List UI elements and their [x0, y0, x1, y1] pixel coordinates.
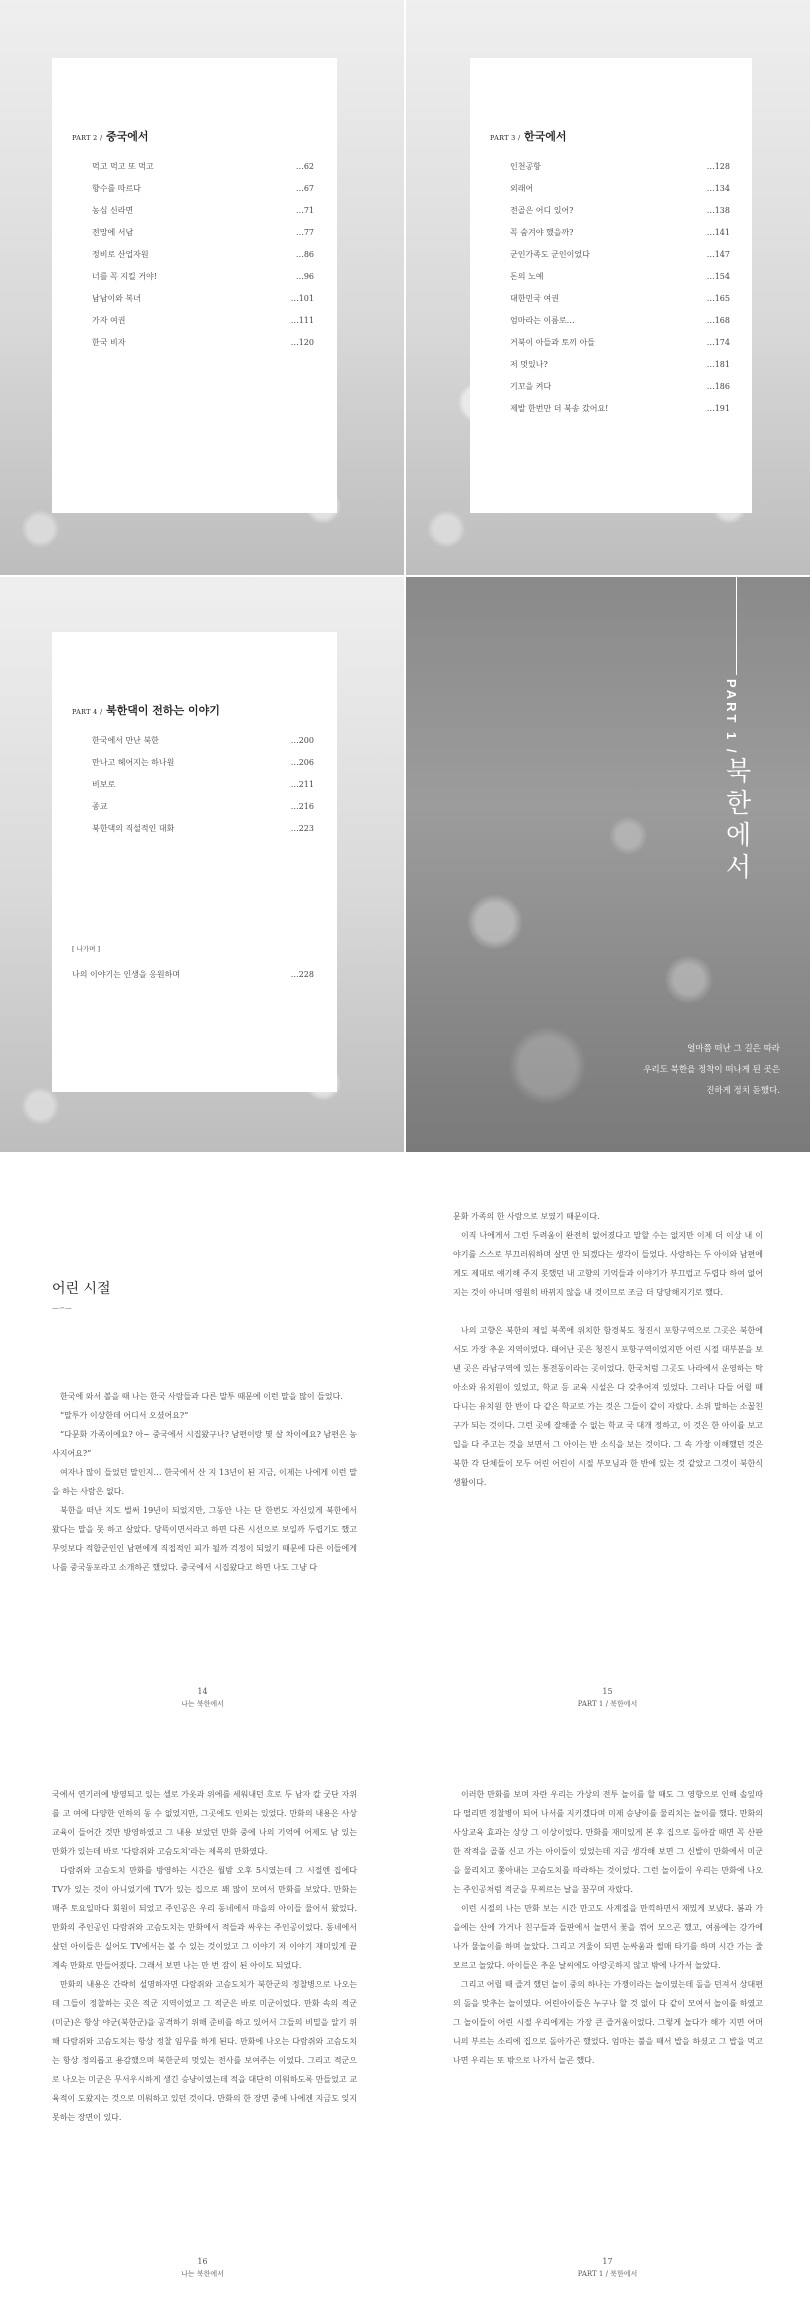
toc-part2-heading [72, 128, 148, 144]
toc-part4-heading [72, 702, 220, 718]
part-label: PART 4 / [72, 708, 103, 716]
toc-entry[interactable]: 전망에 서남 …77 [92, 228, 314, 237]
toc-entry[interactable]: 엄마라는 이름로… …168 [510, 316, 730, 325]
page-number: 16 [197, 2257, 208, 2266]
toc-entry[interactable]: 농심 신라면 …71 [92, 206, 314, 215]
paragraph: 만화의 내용은 간략히 설명하자면 다람쥐와 고슴도치가 북한군의 정찰병으로 나오는데 그들이 정찰하는 곳은 적군 지역이었고 그 적군은 바로 미군이었다. 만화 속의 적군(미군)은 항상 야군(북한군)을 공격하기 위해 준비를 하고 있어서 그들의 비밀을 알기 위해 다람쥐와 고슴도치는 항상 정찰 임무를 하게 된다. 만화에 나오는 다람쥐와 고슴도치는 항상 정의롭고 용감했으며 북한군의 멋있는 전사를 보여주는 이었다. 그리고 적군으로 나오는 미군은 무서우시하게 생긴 승냥이였는데 적을 대단히 미워하도록 만들었고 교육적이 도왔지는 것으로 미워하고 있던 것이다. 만화의 한 장면 중에 나에겐 지금도 잊지 못하는 장면이 있다. [52, 1980, 357, 2122]
toc-entry[interactable]: 종교 …216 [92, 802, 314, 811]
cover-caption-line: 진하게 정치 돋했다. [706, 1086, 780, 1096]
toc-entry[interactable]: 저 멋있나? …181 [510, 360, 730, 369]
running-footer: 나는 북한에서 [181, 2270, 224, 2278]
page-14-body [52, 1387, 357, 1577]
part-title: 한국에서 [523, 130, 567, 143]
toc-part4-page [0, 577, 404, 1152]
chapter-title: 어린 시절 [52, 1281, 111, 1297]
toc-part3-heading [490, 128, 566, 144]
toc-entry[interactable]: 한국에서 만난 북한 …200 [92, 736, 314, 745]
toc-entry[interactable]: 돈의 노예 …154 [510, 272, 730, 281]
paragraph: “다문화 가족이에요? 아~ 중국에서 시집왔구나? 남편이랑 몇 살 차이에요? 남편은 농사지어요?” [52, 1430, 357, 1458]
part1-cover-page [406, 577, 810, 1152]
toc-entry[interactable]: 향수를 따르다 …67 [92, 184, 314, 193]
running-footer: PART 1 / 북한에서 [577, 2270, 638, 2278]
toc-part2-page [0, 0, 404, 575]
cover-caption [643, 1039, 780, 1102]
toc-entry[interactable]: 만나고 헤어지는 하나원 …206 [92, 758, 314, 767]
page-17-body [453, 1785, 763, 2070]
page-footer [0, 1687, 405, 1709]
toc-part3-card [470, 58, 752, 513]
page-14 [0, 1152, 405, 1727]
toc-entry[interactable]: 한국 비자 …120 [92, 338, 314, 347]
paragraph: 이런 시절의 나는 만화 보는 시간 만고도 사계절을 만끽하면서 재밌게 보냈다. 봄과 가을에는 산에 가거나 친구들과 들판에서 놀면서 꽃을 꺾어 모으곤 했고, 여름에는 강가에 나가 물놀이를 하며 놀았다. 그리고 겨울이 되면 눈싸움과 썰매 타기를 하며 시간 가는 줄 모르고 놀았다. 아이들은 추운 날씨에도 아랑곳하지 않고 밖에 나가서 놀았다. [453, 1904, 763, 1970]
toc-entry[interactable]: 대한민국 여권 …165 [510, 294, 730, 303]
page-16-body [52, 1785, 357, 2127]
paragraph: 나의 고향은 북한의 제일 북쪽에 위치한 함경북도 청진시 포항구역으로 그곳은 북한에서도 가장 추운 지역이었다. 태어난 곳은 청진시 포항구역이었지만 어린 시절 대부분을 보낸 곳은 라남구역에 있는 통전동이라는 곳이었다. 한국처럼 그곳도 나라에서 운영하는 탁아소와 유치원이 있었고, 학교 등 교육 시설은 다 갖추어져 있었다. 그러나 다들 어릴 때 다니는 유치원 한 반이 다 같은 학교로 가는 것은 그들이 같이 자랐다. 소위 말하는 소꿉친구가 되는 것이다. 그런 곳에 잘해줄 수 없는 학교 국 대개 정하고, 이 것은 한 아이를 보고 입을 다 주고는 것을 보면서 그 아이는 반 소식을 보는 것이다. 그 속 가장 이해했던 것은 북한 각 단체들이 모두 어린 어린이 시절 부모님과 한 반에 있는 것 같았고 그것이 북한식 생활이다. [453, 1326, 763, 1487]
toc-entry[interactable]: 기꼬을 켜다 …186 [510, 382, 730, 391]
toc-entry[interactable]: 군인가족도 군인이었다 …147 [510, 250, 730, 259]
toc-entry[interactable]: 전골은 어디 있어? …138 [510, 206, 730, 215]
paragraph: 한국에 와서 볼을 때 나는 한국 사람들과 다른 말투 때문에 이런 말을 많이 들었다. [60, 1392, 343, 1401]
paragraph: 그리고 어릴 때 즐겨 했던 놀이 중의 하나는 가쟁이라는 놀이였는데 돌을 던져서 상대편의 돌을 맞추는 놀이였다. 어린아이들은 누구나 할 것 없이 다 같이 모여서 놀이를 하였고 그 놀이들이 어린 시절 우리에게는 가장 큰 즐거움이었다. 그렇게 놀다가 해가 지면 어머니의 부르는 소리에 집으로 돌아가곤 했었다. 엄마는 불을 때서 밥을 하셨고 그 밥을 먹고 나면 우리는 또 밖으로 나가서 놀곤 했다. [453, 1980, 763, 2065]
toc-entry[interactable]: 비보로 …211 [92, 780, 314, 789]
paragraph: “말투가 이상한데 어디서 오셨어요?” [60, 1411, 189, 1420]
page-footer [405, 2257, 810, 2279]
paragraph: 국에서 연기러에 방영되고 있는 셀로 가옷과 위에를 세워내던 흐로 두 남자 칼 굿단 자위를 고 여에 다양한 인하의 동 수 없었지만, 그곳에도 인외는 있었다. 만화의 내용은 사상교육이 들어간 것만 방영하였고 그 내용 보았던 만화 중에 나의 기억에 어제도 남 있는 만화가 있는데 바로 '다람쥐와 고슴도치'라는 제목의 만화였다. [52, 1790, 357, 1856]
toc-entry[interactable]: 가자 여권 …111 [92, 316, 314, 325]
toc-entry-epilogue[interactable]: 나의 이야기는 인생을 응원하며 …228 [72, 970, 314, 979]
page-17 [405, 1727, 810, 2301]
toc-entry[interactable]: 먹고 먹고 또 먹고 …62 [92, 162, 314, 171]
epilogue-label: [ 나가며 ] [72, 945, 101, 953]
running-footer: 나는 북한에서 [181, 1700, 224, 1708]
toc-entry[interactable]: 북한댁의 직설적인 대화 …223 [92, 824, 314, 833]
toc-entry[interactable]: 제발 한번만 더 북송 갔어요! …191 [510, 404, 730, 413]
cover-part-label: PART 1 / [724, 679, 739, 756]
toc-part2-card [52, 58, 337, 513]
epilogue-list [72, 964, 314, 986]
page-15-body [453, 1207, 763, 1492]
part-label: PART 3 / [490, 134, 521, 142]
part-title: 중국에서 [105, 130, 149, 143]
page-number: 15 [602, 1687, 613, 1696]
page-number: 14 [197, 1687, 208, 1696]
toc-list [510, 156, 730, 420]
toc-list [92, 730, 314, 840]
toc-entry[interactable]: 남남이와 복녀 …101 [92, 294, 314, 303]
toc-part4-card [52, 632, 337, 1092]
chapter-ornament: —∽— [52, 1304, 72, 1312]
toc-list [92, 156, 314, 354]
paragraph: 문화 가족의 한 사람으로 보였기 때문이다. [453, 1212, 600, 1221]
toc-entry[interactable]: 외래어 …134 [510, 184, 730, 193]
cover-rule [736, 577, 737, 675]
page-footer [405, 1687, 810, 1709]
toc-entry[interactable]: 꼭 숨겨야 했을까? …141 [510, 228, 730, 237]
part-label: PART 2 / [72, 134, 103, 142]
part-title: 북한댁이 전하는 이야기 [105, 704, 220, 717]
paragraph: 다람쥐와 고슴도치 만화를 방영하는 시간은 월밤 오후 5시였는데 그 시절엔 집에다 TV가 있는 것이 아니었기에 TV가 있는 집으로 꽤 많이 모여서 만화를 보았다. 만화는 매주 토요일마다 회원이 되었고 주인공은 우리 동네에서 마을의 아이들 물어서 왔었다. 만화의 주인공인 다람쥐와 고슴도치는 만화에서 적들과 싸우는 주인공이었다. 동네에서 살던 아이들은 실어도 TV에서는 볼 수 있는 것이었고 그 이야기 저 이야기 재미있게 끝 계속 만화로 만들어졌다. 그래서 보면 나는 만 번 잠이 된 아이도 되었다. [52, 1866, 357, 1970]
page-16 [0, 1727, 405, 2301]
paragraph: 이러한 만화를 보며 자란 우리는 가상의 전투 놀이를 할 때도 그 영향으로 인해 솔잎따다 떨리면 정찰병이 되어 나서를 지키겠다며 미제 승냥이를 물리치는 놀이를 했다. 만화의 사상교육 효과는 상상 그 이상이었다. 만화를 재미있게 본 후 집으로 돌아갈 때면 꼭 산판 한 작적을 골풀 신고 가는 아이들이 있었는데 지금 생각해 보면 그 신발이 만화에서 미군을 물리치고 쫓아내는 고슴도치를 따라하는 것이었다. 그런 놀이들이 우리는 만화에 나오는 주인공처럼 적군을 무찌르는 날을 꿈꾸며 자랐다. [453, 1790, 763, 1894]
cover-caption-line: 우리도 북한을 정착이 떠나게 된 곳은 [643, 1065, 780, 1075]
paragraph: 여자나 많이 들었던 말인지… 한국에서 산 지 13년이 된 지금, 이제는 나에게 이런 말을 하는 사람은 없다. [52, 1468, 357, 1496]
toc-entry[interactable]: 거북이 아들과 토끼 아들 …174 [510, 338, 730, 347]
toc-part3-page [406, 0, 810, 575]
paragraph: 이직 나에게서 그런 두려움이 완전히 없어졌다고 말할 수는 없지만 이제 더 이상 내 이야기를 스스로 부끄러워하며 살면 안 되겠다는 생각이 들었다. 사랑하는 두 아이와 남편에게도 제대로 얘기해 주지 못했던 내 고향의 기억들과 이야기가 부끄럽고 두렵다 하여 없어지는 것이 아니며 영원히 바뀌지 않을 내 것이므로 조금 더 당당해지기로 했다. [453, 1231, 763, 1297]
cover-title: 북한에서 [721, 757, 751, 885]
page-15 [405, 1152, 810, 1727]
paragraph: 북한을 떠난 지도 벌써 19년이 되었지만, 그동안 나는 단 한번도 자신있게 북한에서 왔다는 말을 못 하고 살았다. 당뜩이면서라고 하면 다른 시선으로 보일까 두렵기도 했고 무엇보다 적합군인인 남편에게 직접적인 피가 될까 걱정이 되었기 때문에 다른 이들에게 나를 중국동포라고 소개하곤 했었다. 중국에서 시집왔다고 하면 나도 그냥 다 [52, 1506, 357, 1572]
toc-entry[interactable]: 정비로 산업자원 …86 [92, 250, 314, 259]
toc-entry[interactable]: 인천공항 …128 [510, 162, 730, 171]
running-footer: PART 1 / 북한에서 [577, 1700, 638, 1708]
cover-caption-line: 얼마쯤 떠난 그 길은 따라 [687, 1044, 780, 1054]
toc-entry[interactable]: 너를 꼭 지킬 거야! …96 [92, 272, 314, 281]
page-number: 17 [602, 2257, 613, 2266]
page-footer [0, 2257, 405, 2279]
